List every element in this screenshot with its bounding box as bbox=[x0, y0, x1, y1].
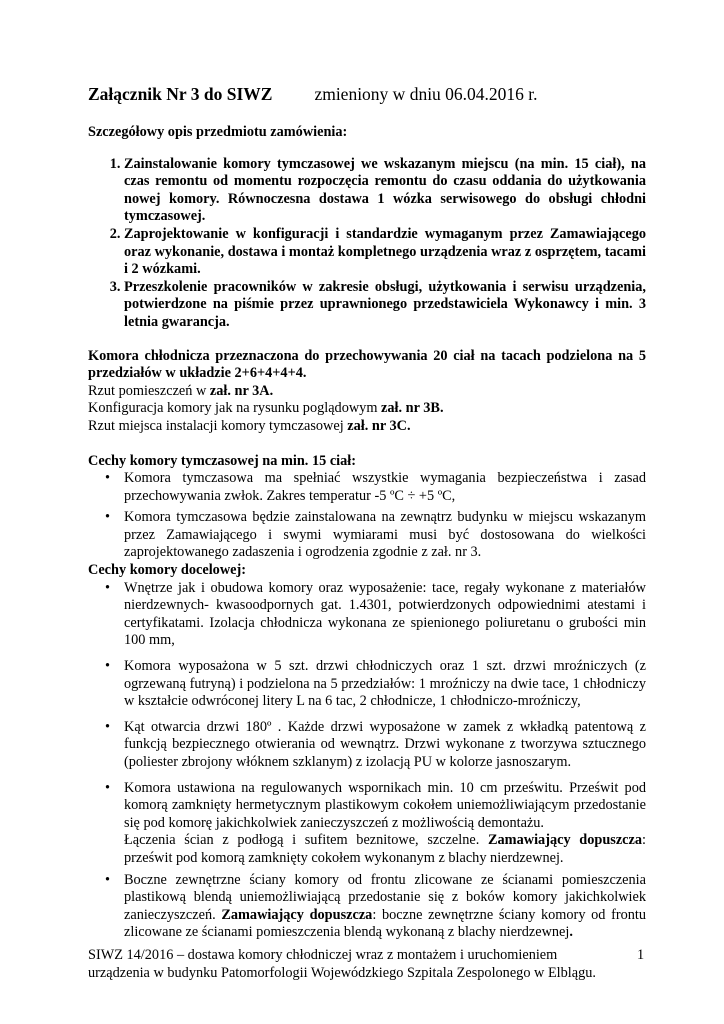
footer-line: SIWZ 14/2016 – dostawa komory chłodniczej wraz z montażem i uruchomieniem bbox=[88, 947, 558, 963]
task-item: 2. Zaprojektowanie w konfiguracji i standardzie wymaganym przez Zamawiającego oraz wykonanie, dostawa i montaż kompletnego urządzenia wraz z osprzętem, tacami i 2 wózkami. bbox=[124, 226, 646, 279]
document-body bbox=[88, 124, 646, 946]
task-item: 3. Przeszkolenie pracowników w zakresie obsługi, użytkowania i serwisu urządzenia, potwierdzone na piśmie przez uprawnionego przedstawiciela Wykonawcy i min. 3 letnia gwarancja. bbox=[124, 279, 646, 332]
reference-text: Konfiguracja komory jak na rysunku poglądowym bbox=[88, 400, 382, 417]
task-list bbox=[88, 156, 646, 332]
list-item: • Komora tymczasowa będzie zainstalowana na zewnątrz budynku w miejscu wskazanym przez Zamawiającego i swymi wymiarami musi być dostosowana do wielkości zaprojektowanego zadaszenia i ogrodzenia zgodnie z zał. nr 3. bbox=[124, 509, 646, 562]
reference-code: zał. nr 3B. bbox=[381, 400, 444, 417]
list-item-note bbox=[124, 832, 646, 867]
document-title bbox=[88, 84, 538, 105]
note-text: Łączenia ścian z podłogą i sufitem beznitowe, szczelne. bbox=[124, 832, 488, 849]
temporary-chamber-heading: Cechy komory tymczasowej na min. 15 ciał: bbox=[88, 452, 357, 469]
reference-text: Rzut miejsca instalacji komory tymczasowej bbox=[88, 417, 348, 434]
page-footer bbox=[88, 947, 658, 982]
attachment-title: Załącznik Nr 3 do SIWZ bbox=[88, 84, 273, 104]
note-tail: : prześwit pod komorą zamknięty cokołem wykonanym z blachy nierdzewnej. bbox=[124, 832, 647, 866]
list-item: • Kąt otwarcia drzwi 180º . Każde drzwi wyposażone w zamek z wkładką patentową z funkcją bezpiecznego otwierania od wewnątrz. Drzwi wykonane z tworzywa sztucznego (poliester zbrojony włóknem szklanym) z izolacją PU w kolorze jasnoszarym. bbox=[124, 719, 646, 772]
note-bold: Zamawiający dopuszcza bbox=[488, 832, 643, 849]
list-item-tail: : boczne zewnętrzne ściany komory od frontu zlicowane ze ścianami pomieszczenia blendą wykonaną z blachy nierdzewnej bbox=[124, 906, 647, 941]
reference-text: Rzut pomieszczeń w bbox=[88, 382, 210, 399]
task-item: 1. Zainstalowanie komory tymczasowej we wskazanym miejscu (na min. 15 ciał), na czas remontu od momentu rozpoczęcia remontu do czasu oddania do użytkowania nowej komory. Równoczesna dostawa 1 wózka serwisowego do obsługi chłodni tymczasowej. bbox=[124, 156, 646, 226]
list-item-end: . bbox=[569, 924, 573, 941]
list-item: • Wnętrze jak i obudowa komory oraz wyposażenie: tace, regały wykonane z materiałów nierdzewnych- kwasoodpornych gat. 1.4301, potwierdzonych odpowiednimi atestami i certyfikatami. Izolacja chłodnicza wykonana ze spienionego poliuretanu o grubości min 100 mm, bbox=[124, 580, 646, 650]
list-item-text: Komora ustawiona na regulowanych wspornikach min. 10 cm prześwitu. Prześwit pod komorą zamknięty hermetycznym plastikowym cokołem uniemożliwiającym przedostanie się pod komorę jakichkolwiek zanieczyszczeń z możliwością demontażu. bbox=[124, 779, 646, 831]
list-item: • Komora tymczasowa ma spełniać wszystkie wymagania bezpieczeństwa i zasad przechowywania zwłok. Zakres temperatur -5 ºC ÷ +5 ºC, bbox=[124, 470, 646, 505]
list-item-bold: Zamawiający dopuszcza bbox=[221, 906, 373, 923]
reference-code: zał. nr 3A. bbox=[209, 382, 274, 399]
change-date: zmieniony w dniu 06.04.2016 r. bbox=[314, 84, 538, 104]
reference-line bbox=[88, 400, 646, 418]
final-chamber-heading: Cechy komory docelowej: bbox=[88, 562, 247, 579]
chamber-summary: Komora chłodnicza przeznaczona do przechowywania 20 ciał na tacach podzielona na 5 przedziałów w układzie 2+6+4+4+4. bbox=[88, 347, 646, 382]
final-chamber-list bbox=[88, 580, 646, 942]
list-item bbox=[124, 872, 646, 942]
footer-line: urządzenia w budynku Patomorfologii Wojewódzkiego Szpitala Zespolonego w Elblągu. bbox=[88, 964, 596, 981]
reference-line bbox=[88, 383, 646, 401]
list-item: • Komora wyposażona w 5 szt. drzwi chłodniczych oraz 1 szt. drzwi mroźniczych (z ogrzewaną futryną) i podzielona na 5 przedziałów: 1 mroźniczy na dwie tace, 1 chłodniczy w kształcie odwróconej litery L na 6 tac, 2 chłodnicze, 1 chłodniczo-mroźniczy, bbox=[124, 658, 646, 711]
reference-line bbox=[88, 418, 646, 436]
list-item-text: Boczne zewnętrzne ściany komory od frontu zlicowane ze ścianami pomieszczenia plastikową blendą uniemożliwiającą przedostanie się z boków komory jakichkolwiek zanieczyszczeń. bbox=[124, 871, 646, 923]
temporary-chamber-list bbox=[88, 470, 646, 562]
reference-code: zał. nr 3C. bbox=[347, 417, 411, 434]
list-item bbox=[124, 780, 646, 868]
page-number: 1 bbox=[637, 947, 645, 963]
intro-heading: Szczegółowy opis przedmiotu zamówienia: bbox=[88, 124, 348, 140]
